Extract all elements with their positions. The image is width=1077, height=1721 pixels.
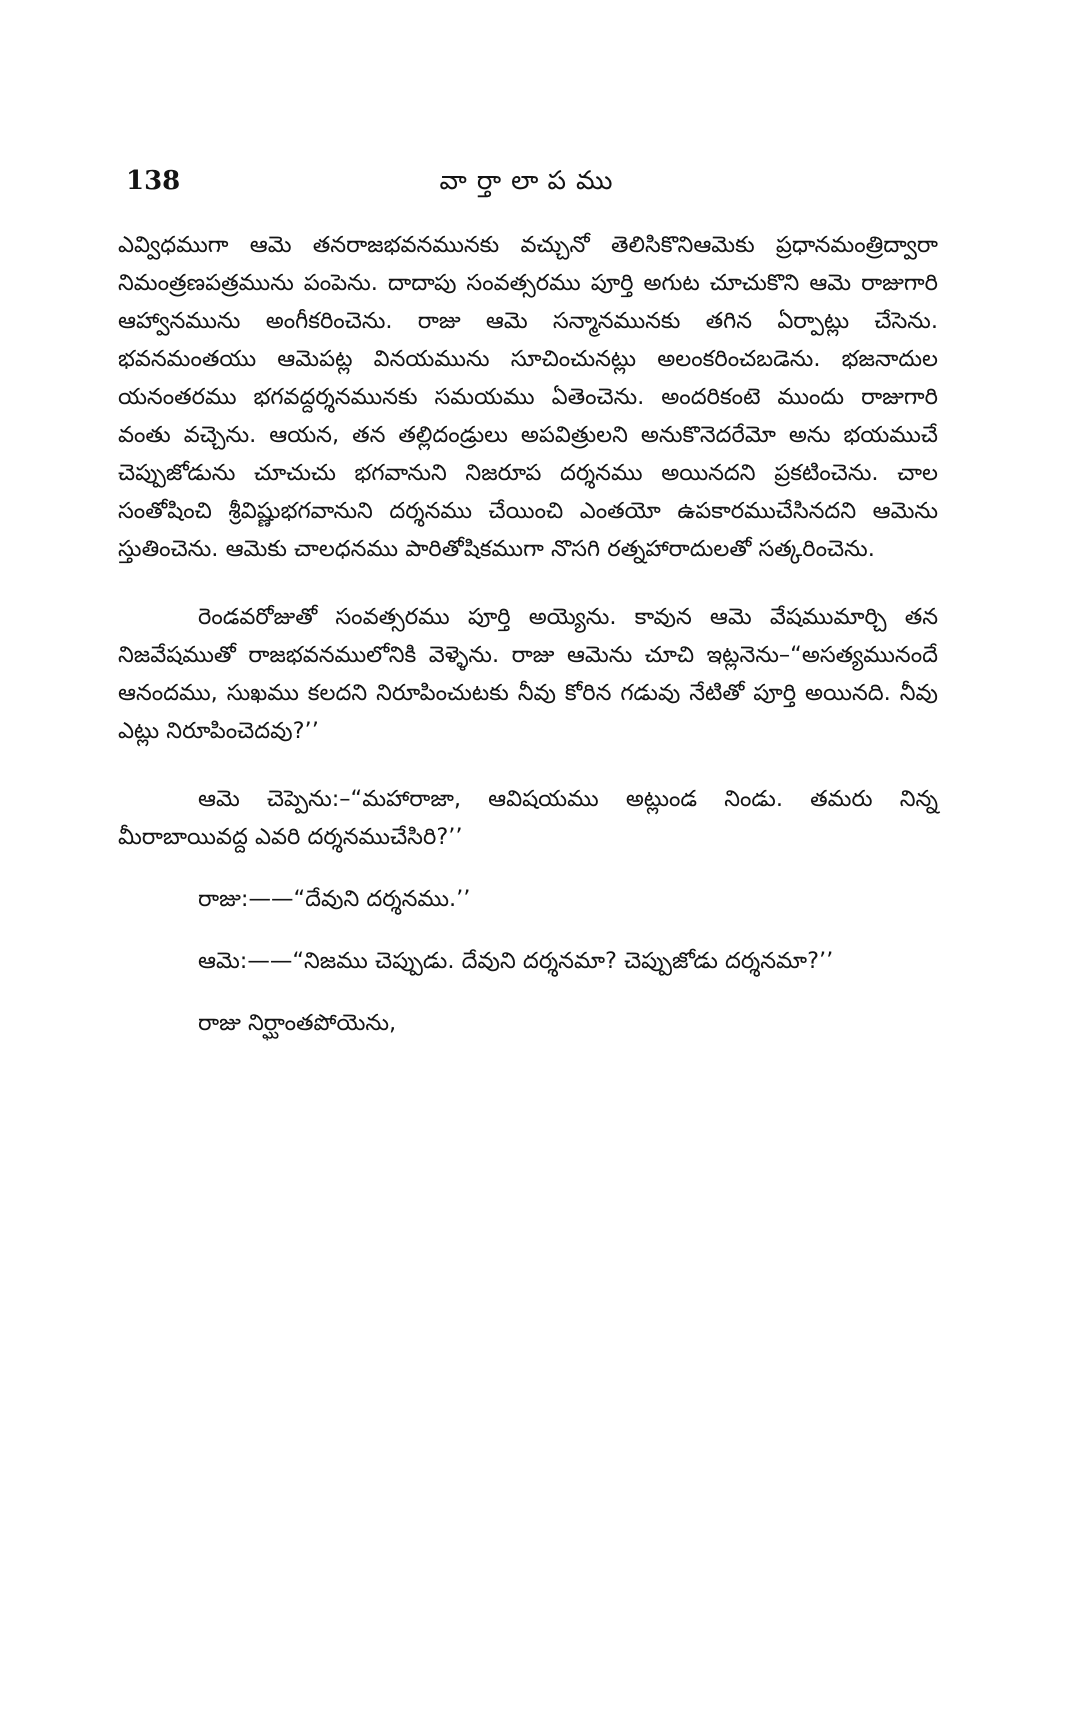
paragraph-6: రాజు నిర్ఘాంతపోయెను, <box>198 1010 397 1036</box>
paragraph-1: ఎవ్విధముగా ఆమె తనరాజభవనమునకు వచ్చునో తెలిసికొనిఆమెకు ప్రధానమంత్రిద్వారా నిమంత్రణపత్రమును పంపెను. దాదాపు సంవత్సరము పూర్తి అగుట చూచుకొని ఆమె రాజుగారి ఆహ్వానమును అంగీకరించెను. రాజు ఆమె సన్మానమునకు తగిన ఏర్పాట్లు చేసెను. భవనమంతయు ఆమెపట్ల వినయమును సూచించునట్లు అలంకరించబడెను. భజనాదుల యనంతరము భగవద్దర్శనమునకు సమయము ఏతెంచెను. అందరికంటె ముందు రాజుగారి వంతు వచ్చెను. ఆయన, తన తల్లిదండ్రులు అపవిత్రులని అనుకొనెదరేమో అను భయముచే చెప్పుజోడును చూచుచు భగవానుని నిజరూప దర్శనము అయినదని ప్రకటించెను. చాల సంతోషించి శ్రీవిష్ణుభగవానుని దర్శనము చేయించి ఎంతయో ఉపకారముచేసినదని ఆమెను స్తుతించెను. ఆమెకు చాలధనము పారితోషికముగా నొసగి రత్నహారాదులతో సత్కరించెను. <box>118 232 938 562</box>
paragraph-5: ఆమె:——“నిజము చెప్పుడు. దేవుని దర్శనమా? చెప్పుజోడు దర్శనమా?’’ <box>198 948 834 974</box>
paragraph-2: రెండవరోజుతో సంవత్సరము పూర్తి అయ్యెను. కావున ఆమె వేషముమార్చి తన నిజవేషముతో రాజభవనములోనికి వెళ్ళెను. రాజు ఆమెను చూచి ఇట్లనెను–“అసత్యమునందే ఆనందము, సుఖము కలదని నిరూపించుటకు నీవు కోరిన గడువు నేటితో పూర్తి అయినది. నీవు ఎట్లు నిరూపించెదవు?’’ <box>118 604 938 744</box>
running-title: వార్తాలాపము <box>439 166 623 196</box>
paragraph-3: ఆమె చెప్పెను:–“మహారాజా, ఆవిషయము అట్లుండ నిండు. తమరు నిన్న మీరాబాయివద్ద ఎవరి దర్శనముచేసిరి?’’ <box>118 786 938 850</box>
page-number: 138 <box>126 166 181 196</box>
body-text <box>118 226 938 1042</box>
paragraph-4: రాజు:——“దేవుని దర్శనము.’’ <box>198 886 471 912</box>
page-header <box>126 166 936 206</box>
